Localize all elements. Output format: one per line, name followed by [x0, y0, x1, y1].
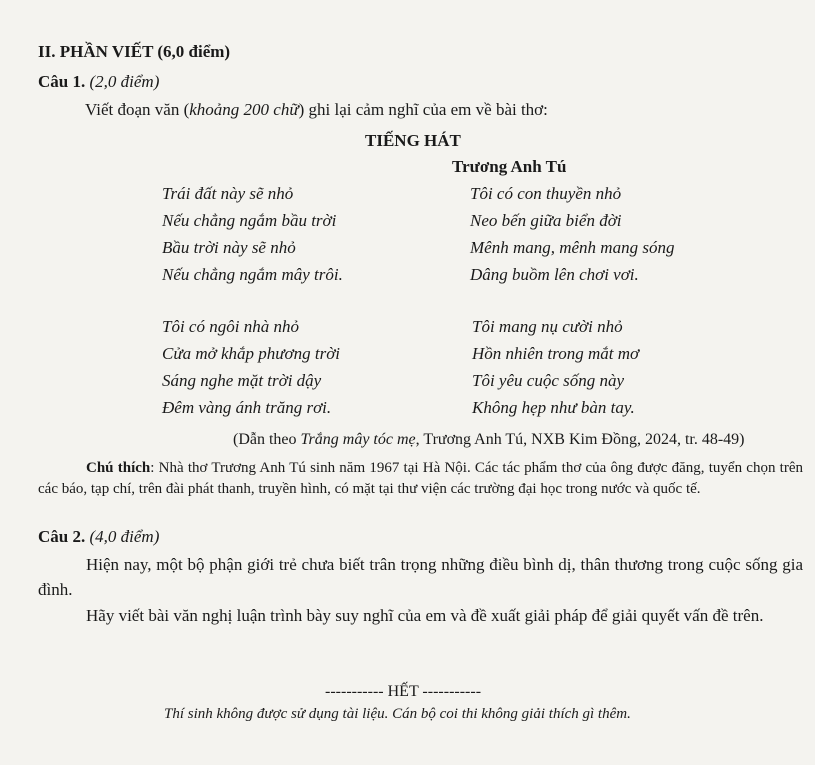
poem-line: Không hẹp như bàn tay.	[472, 398, 635, 417]
question-1-prompt	[85, 100, 548, 120]
prompt-length-requirement: khoảng 200 chữ	[189, 100, 299, 119]
poem-source	[233, 431, 745, 449]
poem-line: Tôi có con thuyền nhỏ	[470, 184, 622, 203]
poem-line: Neo bến giữa biển đời	[470, 211, 622, 230]
note-label: Chú thích	[86, 460, 151, 476]
question-1-label: Câu 1.	[38, 72, 86, 91]
poem-line: Nếu chẳng ngắm mây trôi.	[162, 265, 343, 284]
note-text: : Nhà thơ Trương Anh Tú sinh năm 1967 tại Hà Nội. Các tác phẩm thơ của ông được đăng, tuyển chọn trên các báo, tạp chí, trên đài phát thanh, truyền hình, có mặt tại thư viện các trường đại học trong nước và quốc tế.	[38, 460, 803, 497]
author-note	[38, 458, 803, 500]
source-text-end: , Trương Anh Tú, NXB Kim Đồng, 2024, tr. 48-49)	[415, 431, 745, 448]
poem-title: TIẾNG HÁT	[365, 131, 461, 150]
poem-line: Bầu trời này sẽ nhỏ	[162, 238, 296, 257]
poem-line: Tôi có ngôi nhà nhỏ	[162, 317, 299, 336]
question-2-points: (4,0 điểm)	[89, 527, 160, 546]
poem-author: Trương Anh Tú	[452, 157, 567, 176]
poem-line: Sáng nghe mặt trời dậy	[162, 371, 322, 390]
question-1-header	[38, 72, 159, 92]
section-heading: II. PHẦN VIẾT (6,0 điểm)	[38, 42, 231, 61]
question-1-points: (2,0 điểm)	[89, 72, 160, 91]
question-2-paragraph-1: Hiện nay, một bộ phận giới trẻ chưa biết trân trọng những điều bình dị, thân thương trong cuộc sống gia đình.	[38, 555, 803, 599]
question-2-paragraph-2: Hãy viết bài văn nghị luận trình bày suy nghĩ của em và đề xuất giải pháp để giải quyết vấn đề trên.	[86, 606, 764, 625]
question-2-label: Câu 2.	[38, 527, 86, 546]
poem-line: Nếu chẳng ngắm bầu trời	[162, 211, 337, 230]
poem-line: Mênh mang, mênh mang sóng	[470, 238, 675, 257]
poem-line: Đêm vàng ánh trăng rơi.	[162, 398, 332, 417]
poem-line: Hồn nhiên trong mắt mơ	[472, 344, 640, 363]
prompt-text-end: ) ghi lại cảm nghĩ của em về bài thơ:	[298, 100, 548, 119]
poem-line: Cửa mở khắp phương trời	[162, 344, 340, 363]
poem-line: Tôi mang nụ cười nhỏ	[472, 317, 623, 336]
poem-line: Tôi yêu cuộc sống này	[472, 371, 625, 390]
source-book-title: Trắng mây tóc mẹ	[300, 431, 416, 448]
poem-line: Dâng buồm lên chơi vơi.	[470, 265, 639, 284]
prompt-text-start: Viết đoạn văn (	[85, 100, 190, 119]
question-2-header	[38, 527, 159, 547]
source-text-start: (Dẫn theo	[233, 431, 301, 448]
exam-instruction: Thí sinh không được sử dụng tài liệu. Cán bộ coi thi không giải thích gì thêm.	[164, 706, 631, 722]
poem-line: Trái đất này sẽ nhỏ	[162, 184, 294, 203]
end-mark: ----------- HẾT -----------	[325, 683, 482, 700]
